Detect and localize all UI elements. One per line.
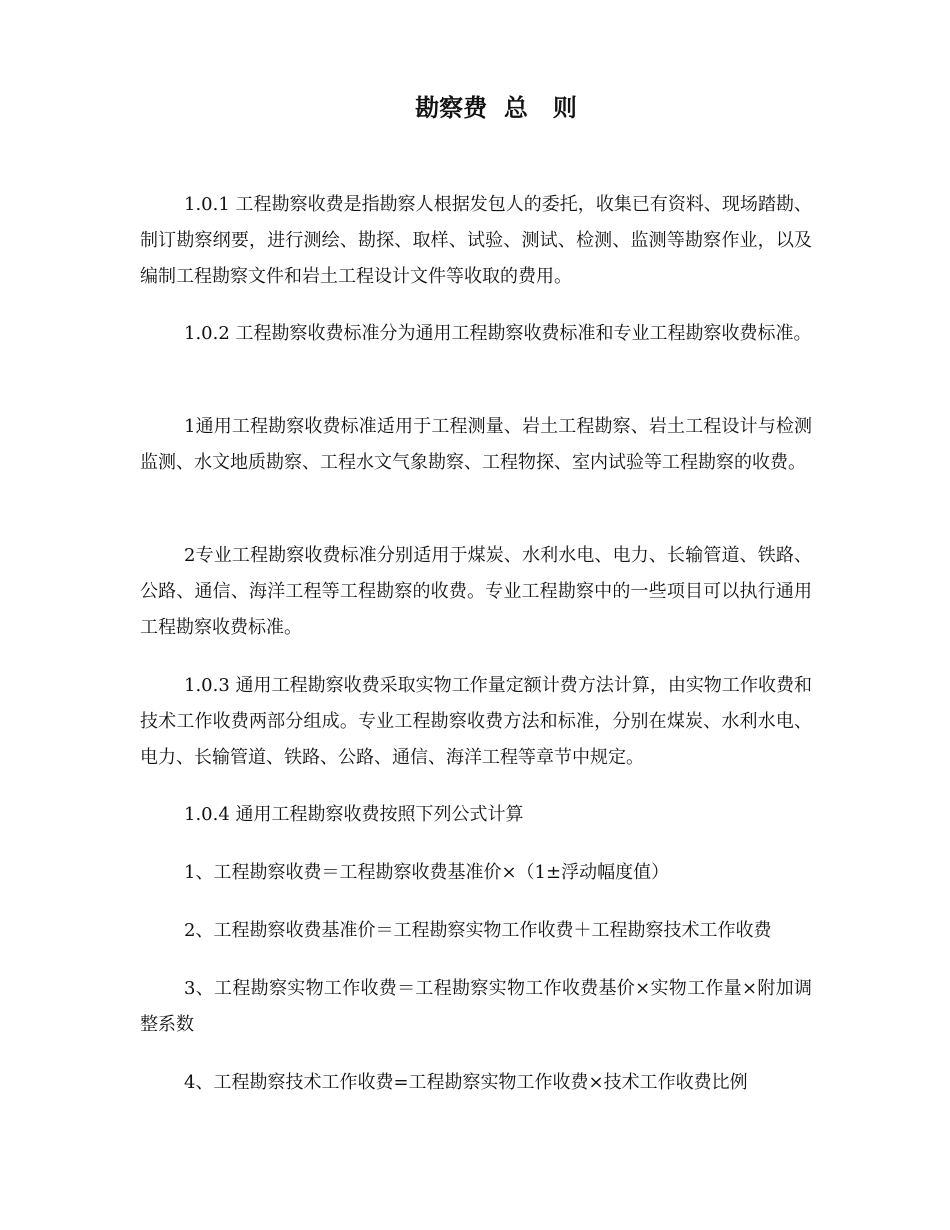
- paragraph-1-0-3: 1.0.3 通用工程勘察收费采取实物工作量定额计费方法计算，由实物工作收费和技术工作收费两部分组成。专业工程勘察收费方法和标准，分别在煤炭、水利水电、电力、长输管道、铁路、公路、通信、海洋工程等章节中规定。: [140, 675, 812, 768]
- paragraph-professional-standard: 2专业工程勘察收费标准分别适用于煤炭、水利水电、电力、长输管道、铁路、公路、通信、海洋工程等工程勘察的收费。专业工程勘察中的一些项目可以执行通用工程勘察收费标准。: [140, 545, 812, 638]
- formula-4: 4、工程勘察技术工作收费=工程勘察实物工作收费×技术工作收费比例: [184, 1072, 748, 1093]
- paragraph-1-0-2: 1.0.2 工程勘察收费标准分为通用工程勘察收费标准和专业工程勘察收费标准。: [184, 323, 812, 344]
- formula-1: 1、工程勘察收费＝工程勘察收费基准价×（1±浮动幅度值）: [184, 862, 670, 883]
- paragraph-1-0-1: 1.0.1 工程勘察收费是指勘察人根据发包人的委托，收集已有资料、现场踏勘、制订勘察纲要，进行测绘、勘探、取样、试验、测试、检测、监测等勘察作业，以及编制工程勘察文件和岩土工程设计文件等收取的费用。: [140, 194, 812, 287]
- page-title: 勘察费 总 则: [415, 94, 577, 122]
- paragraph-general-standard: 1通用工程勘察收费标准适用于工程测量、岩土工程勘察、岩土工程设计与检测监测、水文地质勘察、工程水文气象勘察、工程物探、室内试验等工程勘察的收费。: [140, 416, 812, 473]
- paragraph-1-0-4: 1.0.4 通用工程勘察收费按照下列公式计算: [184, 804, 524, 825]
- formula-3: 3、工程勘察实物工作收费＝工程勘察实物工作收费基价×实物工作量×附加调整系数: [140, 978, 812, 1035]
- formula-2: 2、工程勘察收费基准价＝工程勘察实物工作收费＋工程勘察技术工作收费: [184, 920, 772, 941]
